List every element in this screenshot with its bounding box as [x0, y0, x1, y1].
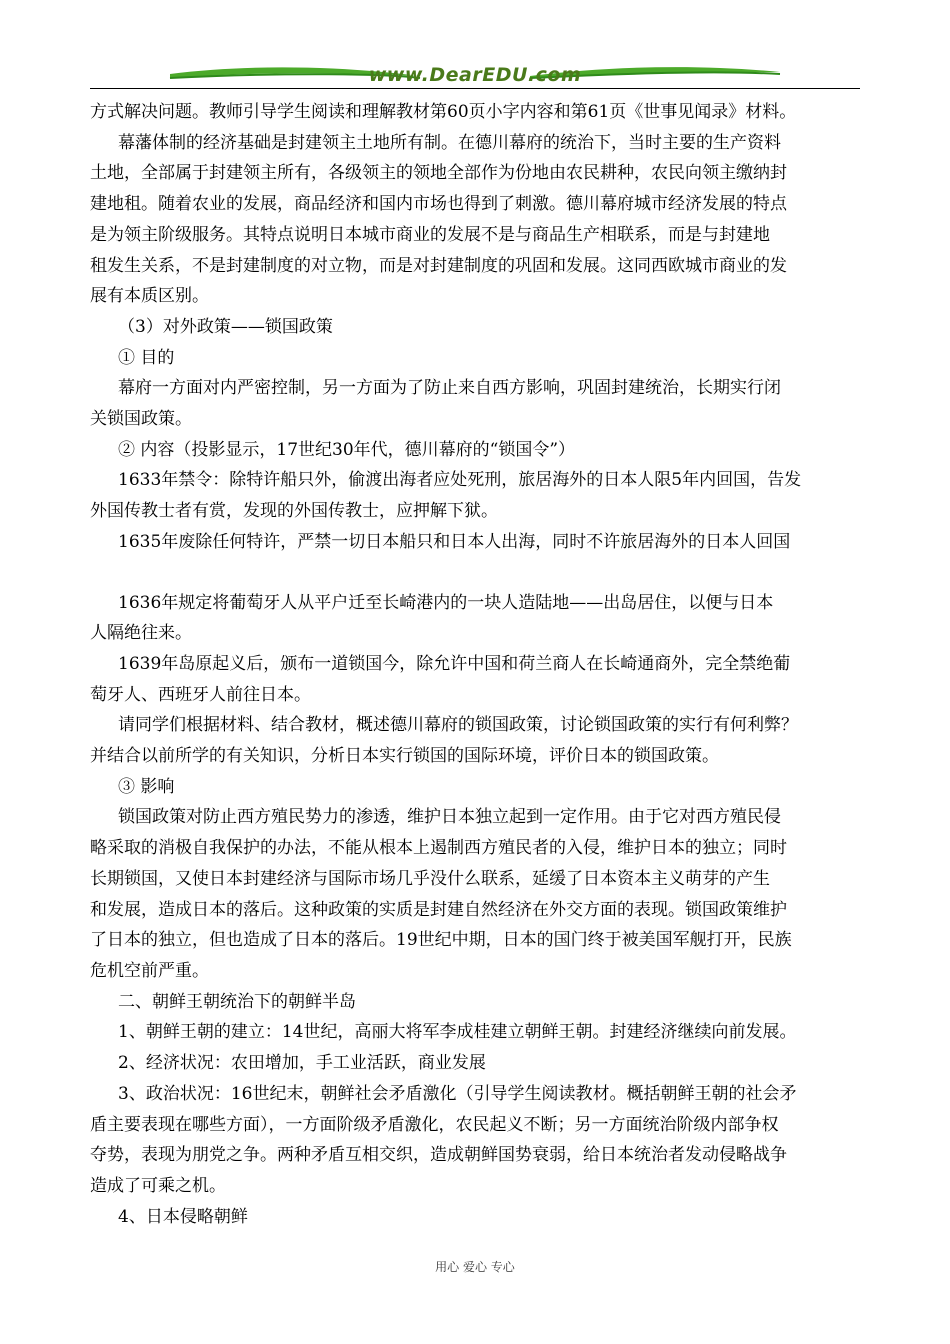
paragraph-line: 2、经济状况：农田增加，手工业活跃，商业发展	[118, 1053, 486, 1074]
paragraph-line: 略采取的消极自我保护的办法，不能从根本上遏制西方殖民者的入侵，维护日本的独立；同时	[90, 838, 787, 859]
paragraph-line: 1635年废除任何特许，严禁一切日本船只和日本人出海，同时不许旅居海外的日本人回国	[118, 531, 791, 552]
paragraph-line: 造成了可乘之机。	[90, 1175, 226, 1196]
section-heading: （3）对外政策——锁国政策	[118, 316, 333, 337]
paragraph-line: 3、政治状况：16世纪末，朝鲜社会矛盾激化（引导学生阅读教材。概括朝鲜王朝的社会矛	[118, 1083, 797, 1104]
subsection-heading: ③ 影响	[118, 776, 175, 797]
paragraph-line: 盾主要表现在哪些方面），一方面阶级矛盾激化，农民起义不断；另一方面统治阶级内部争权	[90, 1114, 779, 1135]
paragraph-line: 1639年岛原起义后，颁布一道锁国今，除允许中国和荷兰商人在长崎通商外，完全禁绝葡	[118, 653, 791, 674]
paragraph-line: 关锁国政策。	[90, 409, 192, 430]
paragraph-line: 建地租。随着农业的发展，商品经济和国内市场也得到了刺激。德川幕府城市经济发展的特点	[90, 194, 787, 215]
document-body	[90, 97, 860, 1232]
header-divider	[90, 88, 860, 89]
paragraph-line: 1、朝鲜王朝的建立：14世纪，高丽大将军李成桂建立朝鲜王朝。封建经济继续向前发展。	[118, 1022, 797, 1043]
paragraph-line: 是为领主阶级服务。其特点说明日本城市商业的发展不是与商品生产相联系，而是与封建地	[90, 224, 770, 245]
paragraph-line: 幕藩体制的经济基础是封建领主土地所有制。在德川幕府的统治下，当时主要的生产资料	[118, 132, 781, 153]
paragraph-line: 人隔绝往来。	[90, 623, 192, 644]
paragraph-line: 并结合以前所学的有关知识，分析日本实行锁国的国际环境，评价日本的锁国政策。	[90, 746, 719, 767]
paragraph-line: 1636年规定将葡萄牙人从平户迁至长崎港内的一块人造陆地——出岛居住，以便与日本	[118, 592, 774, 613]
paragraph-line: 幕府一方面对内严密控制，另一方面为了防止来自西方影响，巩固封建统治，长期实行闭	[118, 378, 781, 399]
paragraph-line: 租发生关系，不是封建制度的对立物，而是对封建制度的巩固和发展。这同西欧城市商业的发	[90, 255, 787, 276]
paragraph-line: 和发展，造成日本的落后。这种政策的实质是封建自然经济在外交方面的表现。锁国政策维护	[90, 899, 787, 920]
paragraph-line: 夺势，表现为朋党之争。两种矛盾互相交织，造成朝鲜国势衰弱，给日本统治者发动侵略战争	[90, 1145, 787, 1166]
paragraph-line: 方式解决问题。教师引导学生阅读和理解教材第60页小字内容和第61页《世事见闻录》材料。	[90, 102, 797, 122]
paragraph-line: 危机空前严重。	[90, 960, 209, 981]
paragraph-line: 长期锁国，又使日本封建经济与国际市场几乎没什么联系，延缓了日本资本主义萌芽的产生	[90, 868, 770, 889]
paragraph-line: 萄牙人、西班牙人前往日本。	[90, 684, 311, 705]
paragraph-line: 请同学们根据材料、结合教材，概述德川幕府的锁国政策，讨论锁国政策的实行有何利弊？	[118, 715, 798, 736]
header-url: www.DearEDU.com	[368, 64, 582, 86]
page-footer: 用心 爱心 专心	[435, 1260, 515, 1274]
paragraph-line: 4、日本侵略朝鲜	[118, 1206, 248, 1227]
subsection-heading: ① 目的	[118, 347, 175, 368]
page-header	[90, 60, 860, 90]
section-heading: 二、朝鲜王朝统治下的朝鲜半岛	[118, 991, 356, 1012]
paragraph-line: 锁国政策对防止西方殖民势力的渗透，维护日本独立起到一定作用。由于它对西方殖民侵	[118, 807, 781, 828]
subsection-heading: ② 内容（投影显示，17世纪30年代，德川幕府的“锁国令”）	[118, 439, 576, 460]
blank-line	[118, 558, 860, 588]
paragraph-line: 展有本质区别。	[90, 286, 209, 307]
paragraph-line: 了日本的独立，但也造成了日本的落后。19世纪中期，日本的国门终于被美国军舰打开，民族	[90, 930, 792, 951]
paragraph-line: 1633年禁令：除特许船只外，偷渡出海者应处死刑，旅居海外的日本人限5年内回国，告发	[118, 470, 802, 491]
paragraph-line: 土地，全部属于封建领主所有，各级领主的领地全部作为份地由农民耕种，农民向领主缴纳封	[90, 163, 787, 184]
paragraph-line: 外国传教士者有赏，发现的外国传教士，应押解下狱。	[90, 501, 498, 522]
